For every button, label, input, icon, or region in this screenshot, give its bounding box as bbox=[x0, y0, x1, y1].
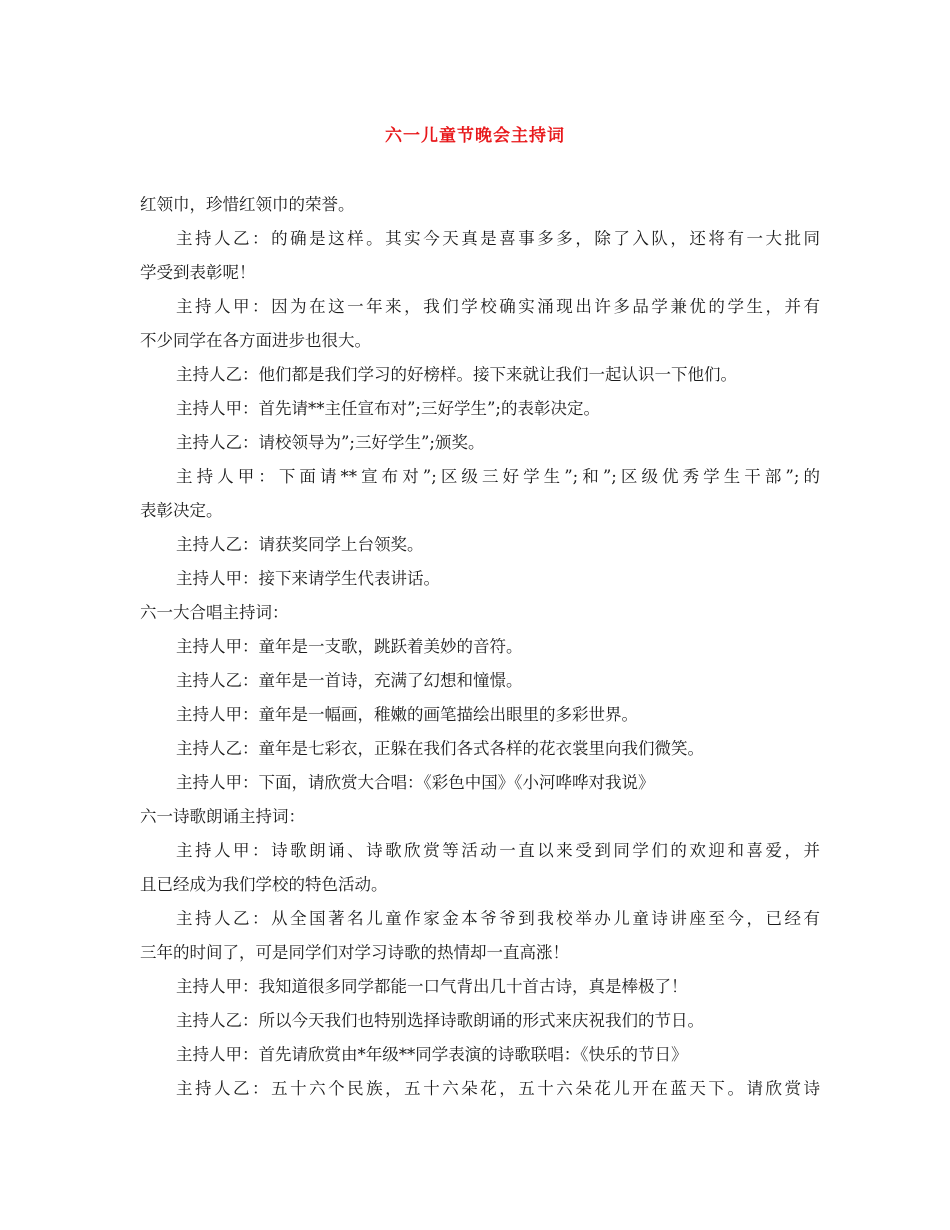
text-line: 主持人甲：首先请欣赏由*年级**同学表演的诗歌联唱：《快乐的节日》 bbox=[176, 1045, 688, 1064]
text-line: 主持人乙：所以今天我们也特别选择诗歌朗诵的形式来庆祝我们的节日。 bbox=[176, 1011, 704, 1030]
text-line: 主持人甲：下面，请欣赏大合唱：《彩色中国》《小河哗哗对我说》 bbox=[176, 773, 655, 792]
text-line: 主持人甲：童年是一支歌，跳跃着美妙的音符。 bbox=[176, 637, 523, 656]
document-title: 六一儿童节晚会主持词 bbox=[385, 126, 565, 146]
text-line: 主持人甲：诗歌朗诵、诗歌欣赏等活动一直以来受到同学们的欢迎和喜爱，并 bbox=[176, 841, 820, 860]
text-line: 主持人甲：首先请**主任宣布对”;三好学生”;的表彰决定。 bbox=[176, 399, 600, 418]
text-line: 且已经成为我们学校的特色活动。 bbox=[140, 875, 388, 894]
text-line: 主持人甲：童年是一幅画，稚嫩的画笔描绘出眼里的多彩世界。 bbox=[176, 705, 638, 724]
text-line: 主持人乙：童年是一首诗，充满了幻想和憧憬。 bbox=[176, 671, 523, 690]
text-line: 主持人乙：请校领导为”;三好学生”;颁奖。 bbox=[176, 433, 485, 452]
text-line: 主持人甲：接下来请学生代表讲话。 bbox=[176, 569, 440, 588]
text-line: 主持人甲：我知道很多同学都能一口气背出几十首古诗，真是棒极了！ bbox=[176, 977, 688, 996]
section-heading: 六一诗歌朗诵主持词： bbox=[140, 807, 305, 826]
text-line: 主持人乙：童年是七彩衣，正躲在我们各式各样的花衣裳里向我们微笑。 bbox=[176, 739, 704, 758]
section-heading: 六一大合唱主持词： bbox=[140, 603, 289, 622]
text-line: 表彰决定。 bbox=[140, 501, 223, 520]
text-line: 学受到表彰呢！ bbox=[140, 263, 256, 282]
text-line: 主持人乙：他们都是我们学习的好榜样。接下来就让我们一起认识一下他们。 bbox=[176, 365, 737, 384]
text-line: 主持人甲：下面请**宣布对”;区级三好学生”;和”;区级优秀学生干部”;的 bbox=[176, 467, 820, 486]
text-line: 主持人乙：请获奖同学上台领奖。 bbox=[176, 535, 424, 554]
text-line: 红领巾，珍惜红领巾的荣誉。 bbox=[140, 195, 355, 214]
text-line: 三年的时间了，可是同学们对学习诗歌的热情却一直高涨！ bbox=[140, 943, 569, 962]
text-line: 主持人乙：从全国著名儿童作家金本爷爷到我校举办儿童诗讲座至今，已经有 bbox=[176, 909, 820, 928]
text-line: 不少同学在各方面进步也很大。 bbox=[140, 331, 371, 350]
text-line: 主持人乙：五十六个民族，五十六朵花，五十六朵花儿开在蓝天下。请欣赏诗 bbox=[176, 1079, 820, 1098]
text-line: 主持人乙：的确是这样。其实今天真是喜事多多，除了入队，还将有一大批同 bbox=[176, 229, 820, 248]
text-line: 主持人甲：因为在这一年来，我们学校确实涌现出许多品学兼优的学生，并有 bbox=[176, 297, 820, 316]
